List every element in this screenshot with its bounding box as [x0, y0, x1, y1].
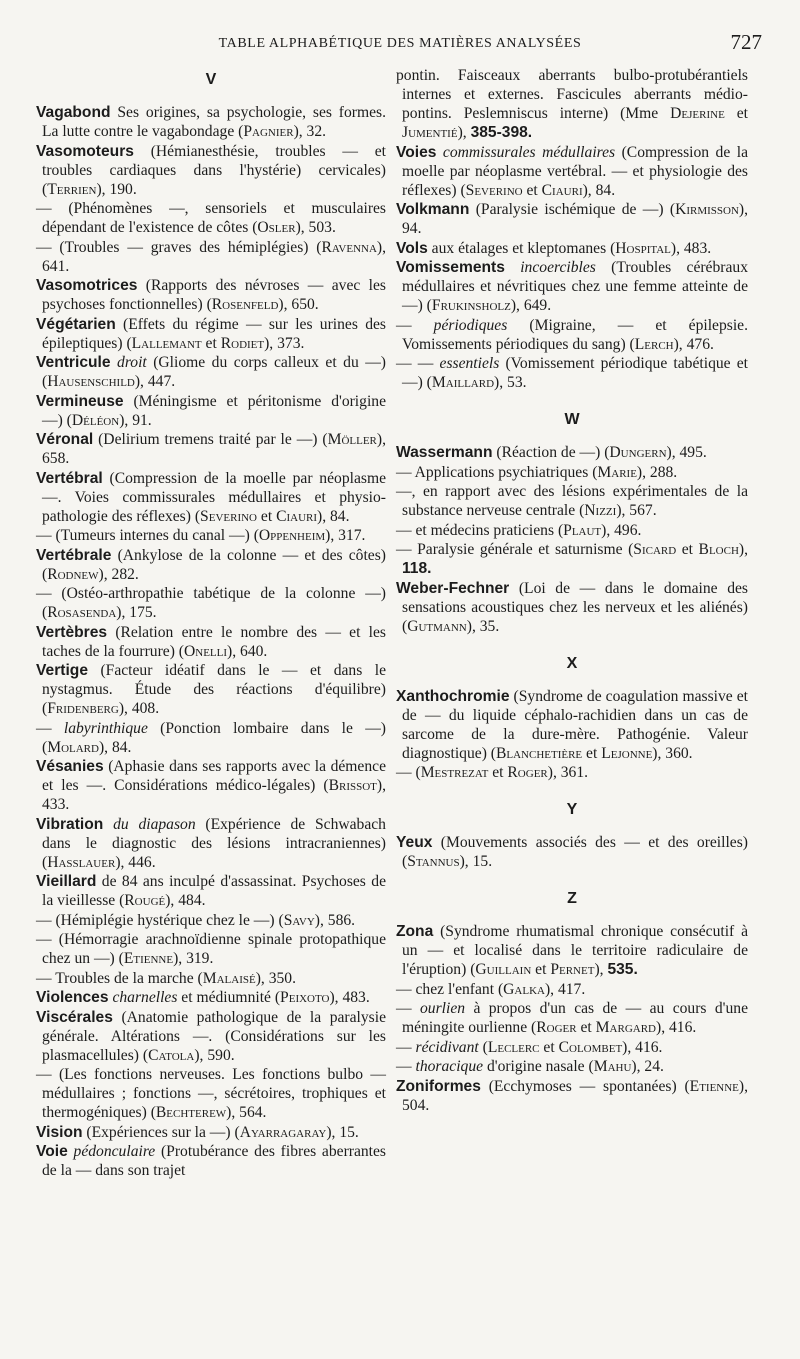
author-name: Onelli: [184, 642, 228, 660]
index-entry: [36, 815, 386, 872]
author-name: Catola: [148, 1046, 195, 1064]
index-entry: [36, 199, 386, 237]
section-letter: V: [205, 71, 217, 88]
entry-headword: Vertige: [36, 662, 89, 679]
entry-text: (Troubles cérébraux médullaires et névritiques chez une femme atteinte de —) (: [402, 259, 748, 314]
index-entry: [36, 142, 386, 199]
entry-headword: Vomissements: [396, 259, 505, 276]
index-entry: [396, 443, 748, 462]
entry-text: —: [396, 1038, 416, 1056]
entry-text: Ses origines, sa psychologie, ses formes. La lutte contre le vagabondage (: [42, 104, 386, 140]
entry-text: (Loi de — dans le domaine des sensations acoustiques chez les nerveux et les aliénés) (: [402, 579, 748, 635]
entry-text: (Vomissement périodique tabétique et —) (: [402, 355, 749, 391]
entry-text: aux étalages et kleptomanes (: [427, 239, 616, 257]
entry-text: (Delirium tremens traité par le —) (: [93, 431, 328, 448]
index-entry: [396, 763, 748, 782]
index-entry: [36, 969, 386, 988]
entry-text: et: [576, 1019, 596, 1036]
entry-text: ), 32.: [293, 123, 327, 140]
entry-text: et: [582, 744, 602, 762]
entry-qualifier: droit: [117, 354, 147, 371]
author-name: Sicard: [633, 541, 677, 558]
entry-text: ), 586.: [314, 911, 356, 929]
author-name: Jumentié: [402, 124, 458, 141]
index-entry: [36, 930, 386, 968]
entry-qualifier: récidivant: [415, 1038, 479, 1056]
author-name: Dungern: [609, 444, 667, 461]
author-name: Bechterew: [155, 1104, 227, 1121]
entry-headword: Véronal: [36, 431, 94, 448]
entry-text: (Expérience de Schwabach dans le diagnostic des lésions intracraniennes) (: [42, 815, 386, 871]
author-name: Etienne: [689, 1077, 739, 1095]
entry-headword: Volkmann: [396, 201, 470, 218]
entry-headword: Viscérales: [36, 1008, 113, 1026]
entry-headword: Voie: [36, 1143, 68, 1160]
entry-text: ), 84.: [317, 507, 350, 525]
author-name: Blanchetière: [495, 744, 583, 762]
entry-text: et: [531, 961, 551, 978]
index-entry: [36, 661, 386, 718]
index-entry: [396, 579, 748, 636]
entry-text: — et médecins praticiens (: [396, 521, 564, 539]
index-entry: [396, 540, 748, 578]
entry-text: (Protubérance des fibres aberrantes de la — dans son trajet: [42, 1143, 386, 1179]
index-entry: [36, 757, 386, 814]
entry-qualifier: périodiques: [433, 316, 508, 334]
index-entry: [396, 687, 748, 763]
author-name: Leclerc: [487, 1038, 540, 1056]
entry-text: (Effets du régime — sur les urines des épileptiques) (: [42, 315, 386, 352]
entry-headword: Vasomotrices: [36, 277, 138, 294]
entry-text: (Relation entre le nombre des — et les taches de la fourrure) (: [42, 623, 386, 660]
author-name: Savy: [283, 911, 315, 929]
author-name: Frukinsholz: [431, 297, 511, 314]
entry-qualifier: commissurales médullaires: [442, 143, 616, 161]
entry-text: — (Hémorragie arachnoïdienne spinale protopathique chez un —) (: [36, 931, 386, 967]
author-name: Kirmisson: [675, 201, 739, 218]
entry-text: —: [396, 316, 434, 334]
entry-text: ), 564.: [226, 1104, 267, 1121]
author-name: Etienne: [123, 950, 174, 967]
entry-text: ), 483.: [670, 239, 712, 257]
author-name: Osler: [257, 219, 296, 236]
author-name: Roger: [507, 764, 548, 781]
author-name: Gutmann: [407, 617, 467, 635]
entry-headword: Violences: [36, 989, 109, 1006]
entry-text: (Facteur idéatif dans le — et dans le nystagmus. Étude des réactions d'équilibre) (: [42, 662, 386, 717]
author-name: Margard: [595, 1019, 656, 1036]
author-name: Molard: [47, 738, 99, 756]
section-letter: Y: [566, 801, 578, 818]
entry-text: [505, 259, 520, 276]
entry-headword: Végétarien: [36, 315, 116, 333]
entry-text: ), 91.: [119, 411, 152, 429]
index-entry: [396, 833, 748, 871]
entry-text: [103, 816, 113, 833]
index-entry: [396, 1077, 748, 1115]
page-header: [36, 30, 764, 58]
entry-text: et médiumnité (: [177, 989, 281, 1006]
entry-text: ), 495.: [666, 444, 707, 461]
index-entry: [36, 469, 386, 526]
entry-text: ), 317.: [325, 527, 366, 544]
entry-text: — (Tumeurs internes du canal —) (: [36, 527, 259, 544]
entry-text: ), 373.: [264, 334, 305, 352]
author-name: Roger: [536, 1019, 577, 1036]
author-name: Fridenberg: [47, 700, 119, 717]
entry-text: (Ankylose de la colonne — et des côtes) (: [42, 546, 386, 583]
index-entry: [36, 238, 386, 276]
entry-text: ), 319.: [173, 950, 214, 967]
entry-qualifier: du diapason: [113, 815, 196, 833]
author-name: Plaut: [563, 521, 602, 539]
entry-text: (Syndrome rhumatismal chronique consécutif à un — et localisé dans le territoire radiculaire de l'éruption) (: [402, 923, 748, 978]
index-entry: [36, 353, 386, 391]
index-entry: [396, 463, 748, 482]
entry-headword: Wassermann: [396, 444, 493, 461]
entry-headword: Xanthochromie: [396, 687, 510, 705]
index-entry: [36, 911, 386, 930]
author-name: Rodnew: [47, 565, 99, 583]
index-entry: [36, 103, 386, 141]
entry-text: ), 175.: [116, 604, 157, 621]
entry-qualifier: charnelles: [112, 989, 178, 1006]
entry-text: ), 408.: [118, 700, 160, 717]
entry-text: —, en rapport avec des lésions expérimentales de la substance nerveuse centrale (: [396, 483, 748, 519]
entry-text: —: [396, 1058, 416, 1075]
entry-text: ), 650.: [278, 296, 319, 313]
page-reference: 385-398.: [470, 124, 533, 141]
entry-text: — (Troubles — graves des hémiplégies) (: [36, 238, 322, 256]
author-name: Rougé: [124, 892, 166, 909]
entry-text: ), 649.: [510, 297, 552, 314]
entry-text: — (Les fonctions nerveuses. Les fonctions bulbo — médullaires ; fonctions —, sécrétoires, trophiques et thermogéniques) (: [36, 1066, 386, 1121]
entry-text: — (Ostéo-arthropathie tabétique de la colonne —) (: [36, 585, 386, 621]
entry-text: ), 350.: [255, 969, 296, 987]
entry-headword: Vols: [396, 239, 428, 257]
entry-text: (Hémianesthésie, troubles — et troubles cardiaques dans l'hystérie) cervicales) (: [42, 142, 386, 198]
entry-text: (Syndrome de coagulation massive et de — du liquide céphalo-rachidien dans un cas de sarcome de la dure-mère. Pathogénie. Valeur diagnostique) (: [402, 687, 748, 762]
section-letter: W: [564, 411, 580, 428]
entry-text: — Troubles de la marche (: [36, 969, 203, 987]
author-name: Maillard: [431, 374, 495, 391]
entry-text: — chez l'enfant (: [396, 980, 504, 998]
index-entry: [36, 392, 386, 430]
entry-headword: Vagabond: [36, 104, 111, 121]
entry-text: ),: [594, 961, 608, 978]
author-name: Dejerine: [670, 105, 725, 122]
entry-text: de 84 ans inculpé d'assassinat. Psychoses de la vieillesse (: [42, 873, 386, 909]
entry-text: ), 190.: [96, 180, 137, 198]
author-name: Hasslauer: [47, 853, 116, 871]
index-entry: [36, 1065, 386, 1122]
entry-text: et: [488, 764, 508, 781]
page-reference: 535.: [607, 961, 638, 978]
entry-headword: Vision: [36, 1123, 83, 1141]
index-entry: [396, 922, 748, 979]
entry-text: ), 15.: [326, 1123, 359, 1141]
index-entry: [396, 316, 748, 354]
entry-headword: Vertèbres: [36, 623, 108, 641]
author-name: Colombet: [558, 1038, 623, 1056]
author-name: Ciauri: [276, 507, 318, 525]
entry-text: d'origine nasale (: [483, 1058, 594, 1075]
entry-headword: Vermineuse: [36, 392, 124, 410]
index-entry: [36, 430, 386, 468]
entry-text: (Ponction lombaire dans le —) (: [42, 719, 386, 756]
entry-qualifier: incoercibles: [520, 259, 596, 276]
author-name: Brissot: [328, 777, 377, 794]
index-entry: [396, 980, 748, 999]
entry-text: — (Phénomènes —, sensoriels et musculaires dépendant de l'existence de côtes (: [36, 200, 386, 236]
entry-text: ), 24.: [631, 1058, 664, 1075]
author-name: Pagnier: [243, 123, 294, 140]
running-title: TABLE ALPHABÉTIQUE DES MATIÈRES ANALYSÉES: [218, 36, 582, 51]
index-entry: [36, 546, 386, 584]
entry-text: (Migraine, — et épilepsie. Vomissements périodiques du sang) (: [402, 316, 749, 353]
entry-text: — (: [396, 764, 421, 781]
author-name: Rodiet: [220, 334, 265, 352]
entry-text: ), 447.: [134, 373, 176, 390]
entry-text: ), 446.: [115, 853, 156, 871]
entry-text: ), 84.: [582, 181, 616, 199]
entry-text: (Rapports des névroses — avec les psychoses fonctionnelles) (: [42, 277, 386, 313]
author-name: Severino: [200, 507, 257, 525]
author-name: Rosasenda: [47, 604, 117, 621]
entry-text: (Méningisme et péritonisme d'origine —) (: [42, 392, 386, 429]
entry-text: et: [522, 181, 542, 199]
entry-text: (Ecchymoses — spontanées) (: [480, 1077, 690, 1095]
entry-text: ), 361.: [547, 764, 589, 781]
index-entry: [396, 521, 748, 540]
index-entry: [36, 1008, 386, 1065]
author-name: Stannus: [407, 853, 460, 870]
right-column: [396, 66, 748, 1115]
entry-text: et: [201, 334, 221, 352]
entry-text: ),: [457, 124, 471, 141]
author-name: Ciauri: [541, 181, 583, 199]
author-name: Terrien: [47, 180, 97, 198]
author-name: Lallemant: [131, 334, 202, 352]
author-name: Galka: [503, 980, 545, 998]
entry-text: (Compression de la moelle par néoplasme vertébral. — et physiologie des réflexes) (: [402, 143, 748, 199]
entry-headword: Vertébral: [36, 469, 103, 487]
index-entry: [396, 1038, 748, 1057]
entry-qualifier: ourlien: [420, 1000, 466, 1017]
entry-text: (Anatomie pathologique de la paralysie générale. Altérations —. (Considérations sur les plasmacellules) (: [42, 1008, 386, 1064]
index-entry: [36, 276, 386, 314]
author-name: Hausenschild: [47, 373, 135, 390]
entry-text: —: [36, 719, 64, 737]
left-column: [36, 66, 386, 1181]
entry-text: ), 640.: [227, 642, 268, 660]
author-name: Lerch: [634, 335, 674, 353]
index-entry: [36, 1142, 386, 1180]
entry-text: —: [396, 1000, 420, 1017]
entry-text: pontin. Faisceaux aberrants bulbo-protubérantiels internes et externes. Fascicules aberrants médio-pontins. Peslemniscus interne) (Mme: [396, 67, 748, 122]
entry-text: ), 484.: [165, 892, 206, 909]
entry-text: ), 496.: [601, 521, 642, 539]
entry-qualifier: thoracique: [415, 1058, 484, 1075]
author-name: Rosenfeld: [211, 296, 279, 313]
author-name: Oppenheim: [258, 527, 326, 544]
section-letter: Z: [567, 890, 577, 907]
entry-text: ), 416.: [622, 1038, 663, 1056]
entry-text: ), 641.: [42, 238, 386, 275]
entry-text: (Compression de la moelle par néoplasme —. Voies commissurales médullaires et physio-pathologie des réflexes) (: [42, 469, 386, 525]
entry-text: et: [724, 105, 748, 122]
index-entry: [36, 872, 386, 910]
entry-headword: Voies: [396, 143, 437, 161]
author-name: Mestrezat: [420, 764, 489, 781]
entry-headword: Vibration: [36, 815, 104, 833]
author-name: Severino: [465, 181, 523, 199]
index-entry: [36, 988, 386, 1007]
entry-text: et: [257, 507, 277, 525]
entry-text: ), 503.: [295, 219, 336, 236]
index-entry: [36, 623, 386, 661]
author-name: Peixoto: [280, 989, 330, 1006]
author-name: Malaisé: [202, 969, 256, 987]
author-name: Mahu: [593, 1058, 632, 1075]
author-name: Lejonne: [601, 744, 653, 762]
entry-headword: Weber-Fechner: [396, 579, 510, 597]
index-entry: [396, 258, 748, 315]
author-name: Marie: [597, 463, 637, 481]
page-reference: 118.: [402, 560, 432, 577]
entry-text: ), 15.: [459, 853, 493, 870]
entry-text: (Réaction de —) (: [492, 444, 610, 461]
index-entry: [36, 584, 386, 622]
author-name: Bloch: [698, 541, 739, 558]
index-entry: [396, 66, 748, 142]
index-entry: [396, 482, 748, 520]
index-entry: [36, 719, 386, 757]
entry-qualifier: pédonculaire: [73, 1143, 156, 1160]
entry-text: ), 417.: [544, 980, 586, 998]
entry-text: ), 53.: [494, 374, 527, 391]
author-name: Guillain: [475, 961, 532, 978]
index-entry: [36, 315, 386, 353]
section-letter: X: [566, 654, 578, 672]
entry-text: (Gliome du corps calleux et du —) (: [42, 354, 386, 390]
entry-text: ), 94.: [402, 201, 748, 237]
author-name: Möller: [327, 431, 377, 448]
entry-text: ), 567.: [616, 502, 657, 519]
entry-headword: Vésanies: [36, 758, 104, 775]
entry-text: ), 416.: [656, 1019, 697, 1036]
entry-text: ), 35.: [466, 617, 500, 635]
entry-text: (Mouvements associés des — et des oreilles) (: [402, 834, 748, 870]
entry-text: et: [676, 541, 699, 558]
entry-headword: Vasomoteurs: [36, 142, 134, 160]
entry-text: et: [539, 1038, 559, 1056]
entry-text: — Paralysie générale et saturnisme (: [396, 541, 634, 558]
author-name: Déléon: [71, 411, 120, 429]
author-name: Hospital: [615, 239, 671, 257]
index-entry: [396, 1057, 748, 1076]
index-entry: [396, 999, 748, 1037]
page-number: 727: [730, 30, 762, 54]
entry-text: (: [478, 1038, 488, 1056]
entry-text: (Expériences sur la —) (: [82, 1123, 240, 1141]
entry-text: ), 288.: [636, 463, 678, 481]
entry-headword: Zona: [396, 923, 434, 940]
entry-headword: Vertébrale: [36, 546, 112, 564]
entry-headword: Yeux: [396, 834, 433, 851]
author-name: Ayarragaray: [239, 1123, 327, 1141]
entry-qualifier: labyrinthique: [63, 719, 148, 737]
author-name: Pernet: [550, 961, 595, 978]
entry-text: (Aphasie dans ses rapports avec la démence et les —. Considérations médico-légales) (: [42, 758, 386, 794]
entry-text: ), 282.: [98, 565, 139, 583]
entry-text: — Applications psychiatriques (: [396, 463, 598, 481]
entry-text: (Paralysie ischémique de —) (: [469, 201, 676, 218]
entry-headword: Ventricule: [36, 354, 111, 371]
index-entry: [396, 143, 748, 200]
entry-text: ), 360.: [652, 744, 693, 762]
entry-text: ), 476.: [673, 335, 714, 353]
entry-text: ), 84.: [98, 738, 132, 756]
entry-text: ), 658.: [42, 431, 386, 467]
entry-headword: Zoniformes: [396, 1077, 481, 1095]
entry-text: — —: [396, 355, 440, 372]
entry-text: ),: [738, 541, 748, 558]
index-entry: [396, 200, 748, 238]
index-entry: [36, 1123, 386, 1142]
author-name: Ravenna: [321, 238, 377, 256]
entry-text: à propos d'un cas de — au cours d'une méningite ourlienne (: [402, 1000, 748, 1036]
entry-text: ), 433.: [42, 777, 386, 813]
entry-headword: Vieillard: [36, 873, 97, 890]
author-name: Nizzi: [584, 502, 617, 519]
entry-text: — (Hémiplégie hystérique chez le —) (: [36, 911, 284, 929]
entry-text: ), 483.: [329, 989, 370, 1006]
index-entry: [396, 354, 748, 392]
entry-qualifier: essentiels: [439, 355, 500, 372]
entry-text: ), 590.: [194, 1046, 235, 1064]
index-entry: [396, 239, 748, 258]
entry-text: ), 504.: [402, 1077, 748, 1114]
index-entry: [36, 526, 386, 545]
